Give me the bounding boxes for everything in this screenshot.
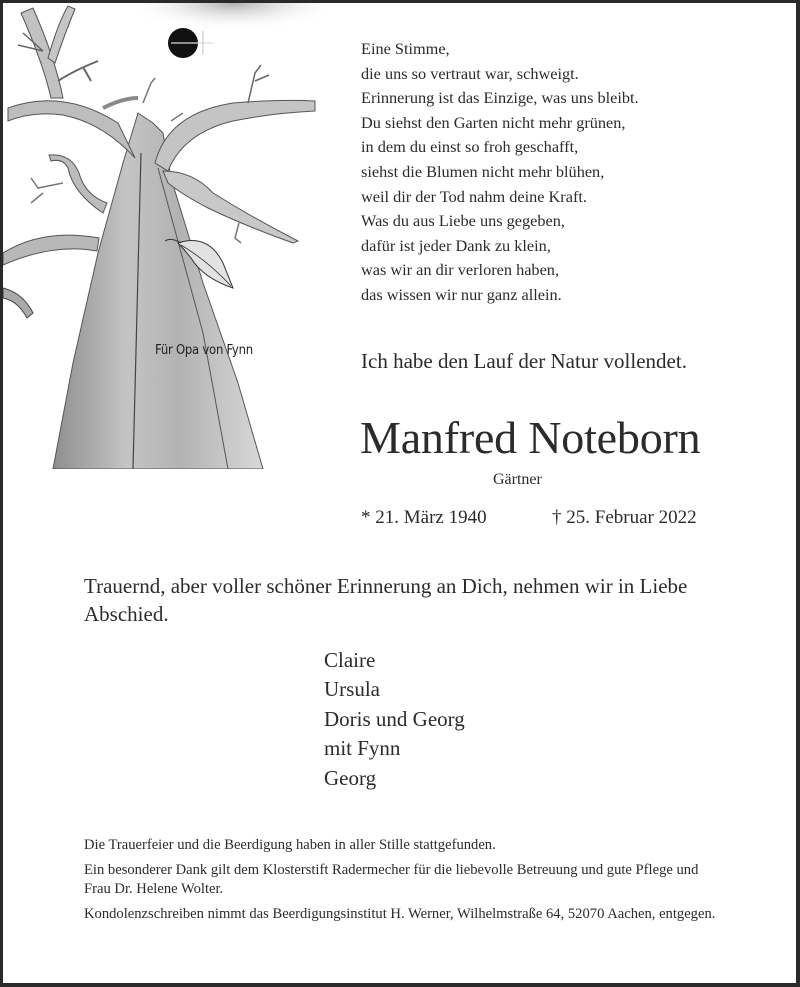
poem-line: Erinnerung ist das Einzige, was uns bleibt. xyxy=(361,88,639,108)
note-condolences: Kondolenzschreiben nimmt das Beerdigungsinstitut H. Werner, Wilhelmstraße 64, 52070 Aachen, entgegen. xyxy=(84,905,716,922)
poem-line: Was du aus Liebe uns gegeben, xyxy=(361,211,565,231)
note-thanks: Ein besonderer Dank gilt dem Klosterstift Radermecher für die liebevolle Betreuung und gute Pflege und Frau Dr. Helene Wolter. xyxy=(84,861,699,897)
deceased-profession: Gärtner xyxy=(493,471,542,488)
illustration-dedication: Für Opa von Fynn xyxy=(155,343,253,358)
tree-illustration xyxy=(3,3,321,469)
farewell-text: Trauernd, aber voller schöner Erinnerung an Dich, nehmen wir in Liebe Abschied. xyxy=(84,574,688,626)
motto: Ich habe den Lauf der Natur vollendet. xyxy=(361,349,687,373)
poem-line: das wissen wir nur ganz allein. xyxy=(361,284,562,304)
obituary-page xyxy=(3,3,796,983)
mourner: Claire xyxy=(324,648,376,672)
poem-line: weil dir der Tod nahm deine Kraft. xyxy=(361,186,587,206)
poem-line: die uns so vertraut war, schweigt. xyxy=(361,63,579,83)
notes xyxy=(84,836,724,929)
poem xyxy=(361,37,639,308)
birth-date: * 21. März 1940 xyxy=(361,507,487,528)
mourner: Doris und Georg xyxy=(324,706,465,731)
note-funeral: Die Trauerfeier und die Beerdigung haben in aller Stille stattgefunden. xyxy=(84,837,496,853)
mourners-list xyxy=(324,646,465,793)
tree-drawing-icon xyxy=(3,3,321,469)
poem-line: was wir an dir verloren haben, xyxy=(361,260,560,280)
poem-line: Eine Stimme, xyxy=(361,39,450,58)
death-date: † 25. Februar 2022 xyxy=(552,507,697,528)
poem-line: siehst die Blumen nicht mehr blühen, xyxy=(361,161,605,181)
poem-line: Du siehst den Garten nicht mehr grünen, xyxy=(361,112,626,132)
mourner: Ursula xyxy=(324,677,380,702)
mourner: Georg xyxy=(324,765,377,790)
poem-line: dafür ist jeder Dank zu klein, xyxy=(361,235,551,255)
deceased-name: Manfred Noteborn xyxy=(360,412,701,463)
mourner: mit Fynn xyxy=(324,736,401,761)
poem-line: in dem du einst so froh geschafft, xyxy=(361,137,579,157)
